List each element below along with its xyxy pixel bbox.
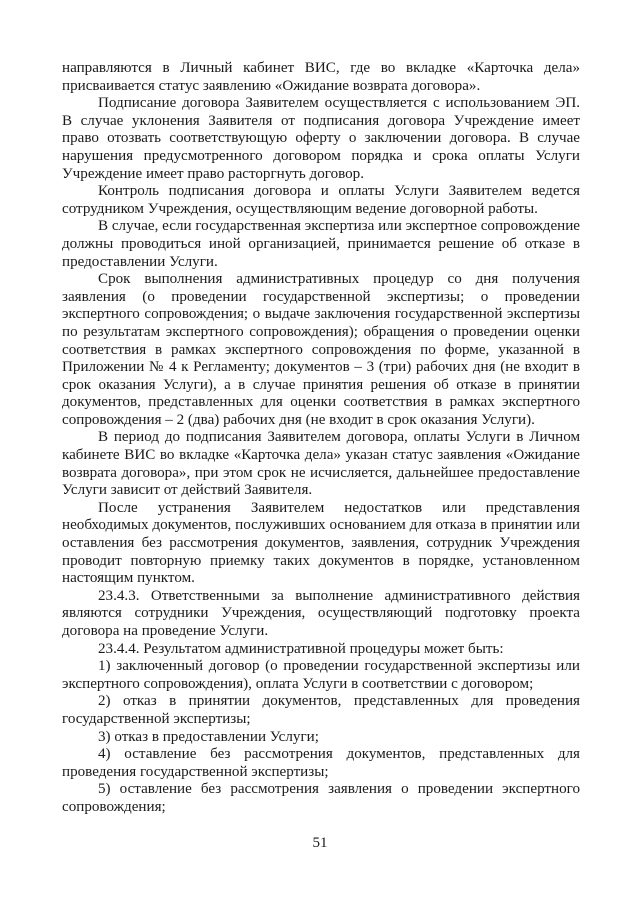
paragraph-3: Контроль подписания договора и оплаты Услуги Заявителем ведется сотрудником Учреждения, осуществляющим ведение договорной работы. <box>62 183 580 217</box>
list-item-2: 2) отказ в принятии документов, представленных для проведения государственной экспертизы; <box>62 693 580 727</box>
paragraph-6: В период до подписания Заявителем договора, оплаты Услуги в Личном кабинете ВИС во вкладке «Карточка дела» указан статус заявления «Ожидание возврата договора», при этом срок не исчисляется, дальнейшее предоставление Услуги зависит от действий Заявителя. <box>62 429 580 499</box>
paragraph-2: Подписание договора Заявителем осуществляется с использованием ЭП. В случае уклонения Заявителя от подписания договора Учреждение имеет право отозвать соответствующую оферту о заключении договора. В случае нарушения предусмотренного договором порядка и срока оплаты Услуги Учреждение имеет право расторгнуть договор. <box>62 95 580 182</box>
paragraph-5: Срок выполнения административных процедур со дня получения заявления (о проведении государственной экспертизы; о проведении экспертного сопровождения; о выдаче заключения государственной экспертизы по результатам экспертного сопровождения); обращения о проведении оценки соответствия в рамках экспертного сопровождения по форме, указанной в Приложении № 4 к Регламенту; документов – 3 (три) рабочих дня (не входит в срок оказания Услуги), а в случае принятия решения об отказе в принятии документов, представленных для оценки соответствия в рамках экспертного сопровождения – 2 (два) рабочих дня (не входит в срок оказания Услуги). <box>62 271 580 428</box>
page-number: 51 <box>312 835 328 851</box>
list-item-3: 3) отказ в предоставлении Услуги; <box>98 728 319 745</box>
paragraph-7: После устранения Заявителем недостатков или представления необходимых документов, послуживших основанием для отказа в принятии или оставления без рассмотрения документов, заявления, сотрудник Учреждения проводит повторную приемку таких документов в порядке, установленном настоящим пунктом. <box>62 499 580 587</box>
paragraph-9: 23.4.4. Результатом административной процедуры может быть: <box>98 640 504 657</box>
list-item-4: 4) оставление без рассмотрения документов, представленных для проведения государственной экспертизы; <box>62 746 580 780</box>
paragraph-4: В случае, если государственная экспертиза или экспертное сопровождение должны проводиться иной организацией, принимается решение об отказе в предоставлении Услуги. <box>62 218 580 270</box>
list-item-1: 1) заключенный договор (о проведении государственной экспертизы или экспертного сопровождения), оплата Услуги в соответствии с договором; <box>62 658 580 692</box>
list-item-5: 5) оставление без рассмотрения заявления о проведении экспертного сопровождения; <box>62 781 580 815</box>
paragraph-1: направляются в Личный кабинет ВИС, где во вкладке «Карточка дела» присваивается статус заявлению «Ожидание возврата договора». <box>62 60 580 94</box>
paragraph-8: 23.4.3. Ответственными за выполнение административного действия являются сотрудники Учреждения, осуществляющий подготовку проекта договора на проведение Услуги. <box>62 587 580 639</box>
document-body <box>62 60 580 817</box>
